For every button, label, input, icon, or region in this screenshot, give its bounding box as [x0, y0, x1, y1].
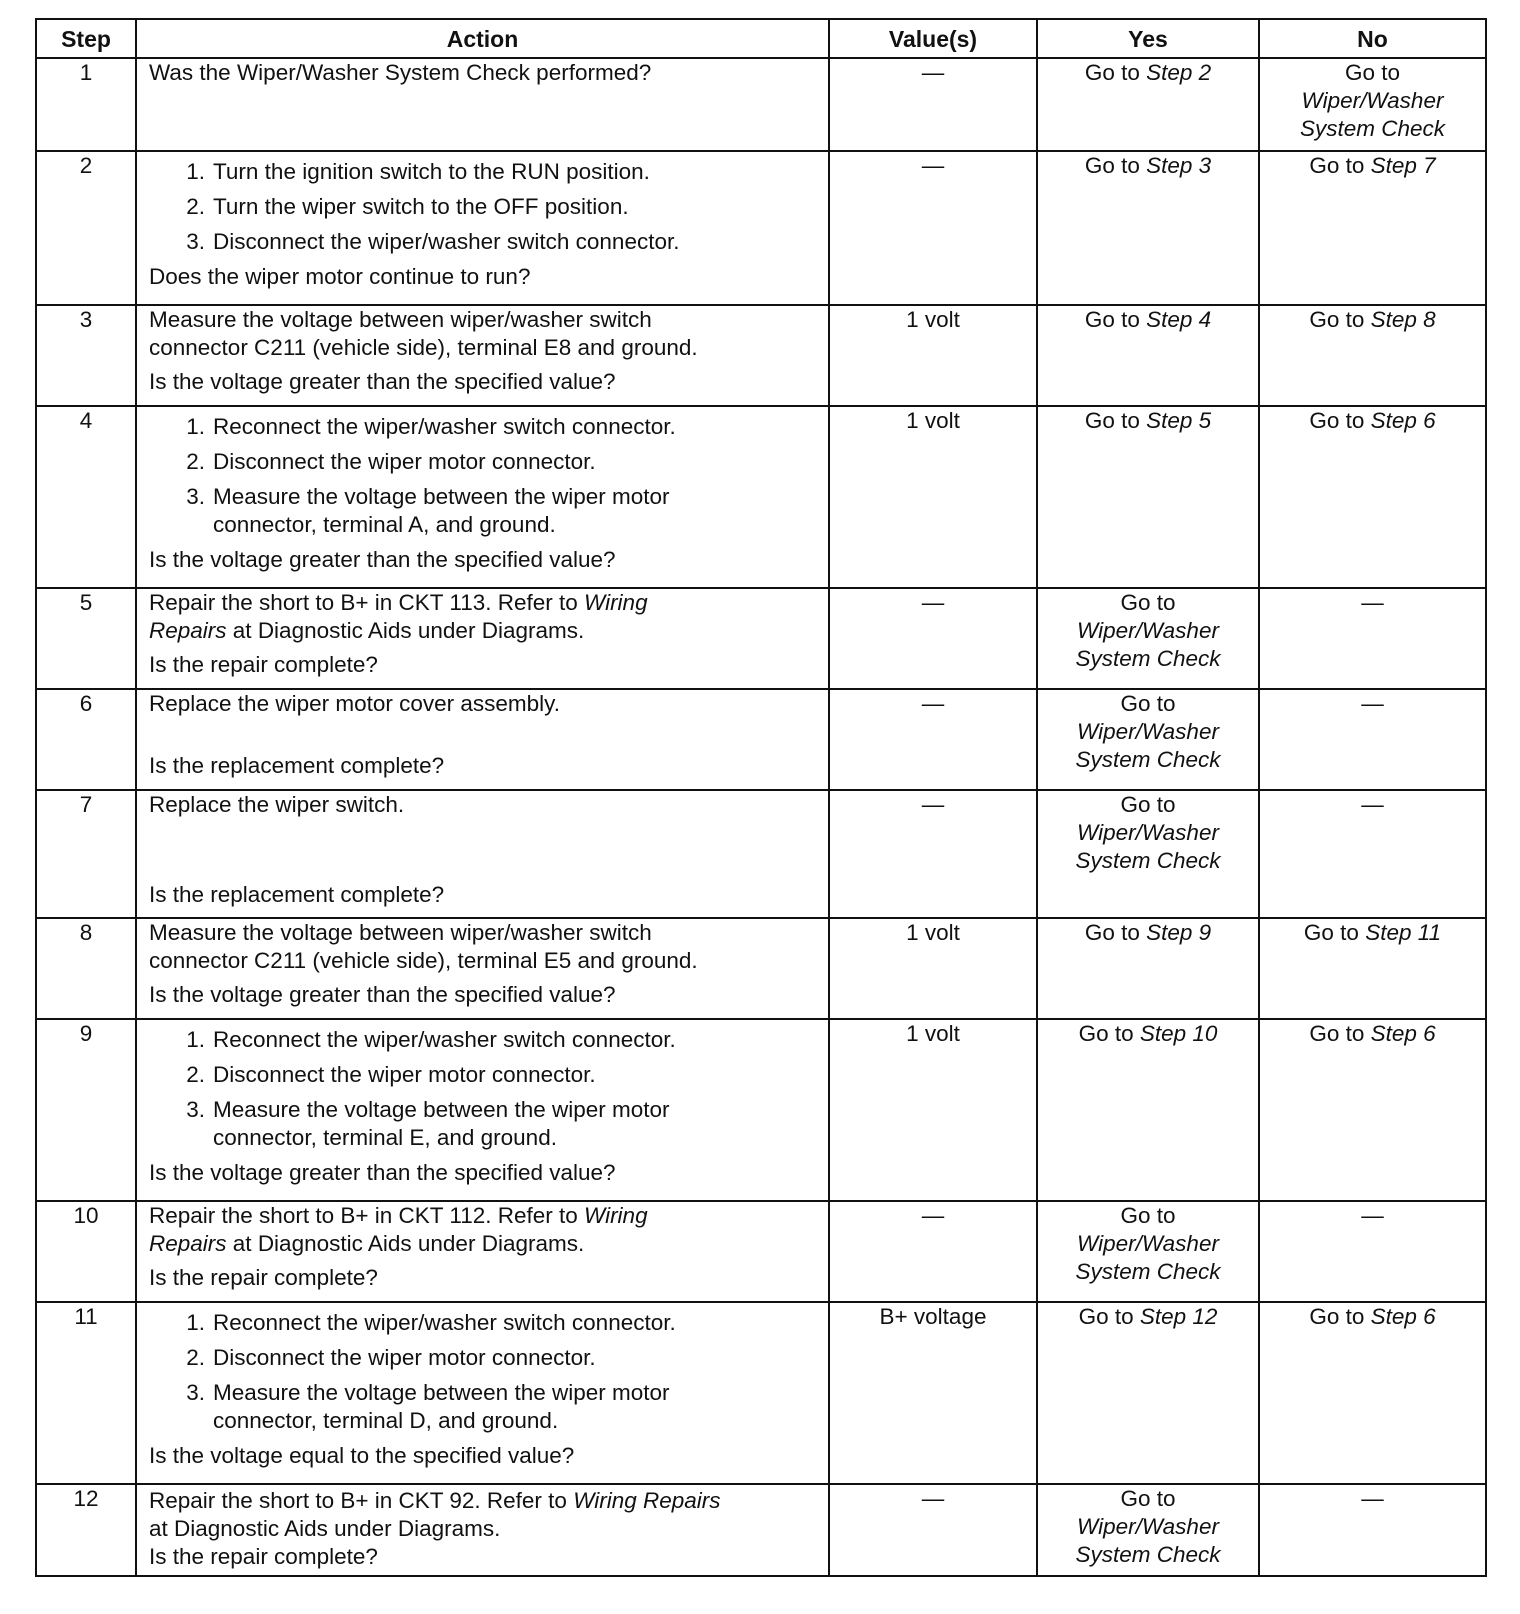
substep: 2. Disconnect the wiper motor connector. — [186, 1345, 596, 1370]
table-row — [36, 588, 1486, 689]
no-cell: — — [1259, 1484, 1486, 1576]
no-cell: — — [1259, 689, 1486, 790]
table-row — [36, 58, 1486, 151]
step-number: 9 — [36, 1019, 136, 1201]
action-question: Was the Wiper/Washer System Check performed? — [149, 60, 652, 85]
value-cell: — — [829, 790, 1037, 918]
step-number: 2 — [36, 151, 136, 305]
substep: 1. Turn the ignition switch to the RUN position. — [186, 159, 650, 184]
header-values: Value(s) — [829, 19, 1037, 58]
table-row — [36, 1201, 1486, 1302]
no-cell: — — [1259, 1201, 1486, 1302]
step-number: 8 — [36, 918, 136, 1019]
substep: 1. Reconnect the wiper/washer switch connector. — [186, 1027, 676, 1052]
step-number: 3 — [36, 305, 136, 406]
substep-list — [149, 413, 816, 539]
no-cell: — — [1259, 790, 1486, 918]
action-question: Is the repair complete? — [149, 1544, 378, 1569]
action-cell — [136, 406, 829, 588]
substep-list — [149, 1026, 816, 1152]
step-number: 10 — [36, 1201, 136, 1302]
value-cell: 1 volt — [829, 1019, 1037, 1201]
action-cell — [136, 151, 829, 305]
action-cell: Measure the voltage between wiper/washer switch connector C211 (vehicle side), terminal E5 and ground. Is the voltage greater than the specified value? — [136, 918, 829, 1019]
table-row — [36, 305, 1486, 406]
header-row — [36, 19, 1486, 58]
substep-list — [149, 1309, 816, 1435]
table-row — [36, 1019, 1486, 1201]
header-action: Action — [136, 19, 829, 58]
yes-cell: Go to Step 12 — [1037, 1302, 1259, 1484]
substep: 2. Disconnect the wiper motor connector. — [186, 1062, 596, 1087]
substep: 2. Turn the wiper switch to the OFF position. — [186, 194, 629, 219]
step-number: 5 — [36, 588, 136, 689]
header-no: No — [1259, 19, 1486, 58]
step-number: 1 — [36, 58, 136, 151]
substep: 1. Reconnect the wiper/washer switch connector. — [186, 1310, 676, 1335]
substep: 2. Disconnect the wiper motor connector. — [186, 449, 596, 474]
no-cell: Go to Step 6 — [1259, 1019, 1486, 1201]
value-cell: — — [829, 588, 1037, 689]
table-row — [36, 151, 1486, 305]
action-question: Is the voltage greater than the specified value? — [149, 1160, 616, 1185]
substep: 3. Measure the voltage between the wiper motor connector, terminal D, and ground. — [186, 1380, 670, 1433]
yes-cell: Go to Step 4 — [1037, 305, 1259, 406]
action-question: Is the repair complete? — [149, 1265, 378, 1290]
step-number: 12 — [36, 1484, 136, 1576]
table-row — [36, 1302, 1486, 1484]
value-cell: 1 volt — [829, 305, 1037, 406]
value-cell: — — [829, 151, 1037, 305]
no-cell: Go to Step 6 — [1259, 1302, 1486, 1484]
action-cell: Replace the wiper motor cover assembly. Is the replacement complete? — [136, 689, 829, 790]
yes-cell: Go to Step 2 — [1037, 58, 1259, 151]
substep-list — [149, 158, 816, 256]
no-cell: Go to Step 8 — [1259, 305, 1486, 406]
value-cell: — — [829, 1484, 1037, 1576]
value-cell: B+ voltage — [829, 1302, 1037, 1484]
diagnostic-table — [35, 18, 1487, 1577]
substep: 3. Measure the voltage between the wiper motor connector, terminal A, and ground. — [186, 484, 670, 537]
table-row — [36, 689, 1486, 790]
table-row — [36, 406, 1486, 588]
yes-cell: Go to Step 10 — [1037, 1019, 1259, 1201]
value-cell: 1 volt — [829, 918, 1037, 1019]
substep: 1. Reconnect the wiper/washer switch connector. — [186, 414, 676, 439]
yes-cell: Go to Wiper/Washer System Check — [1037, 1484, 1259, 1576]
yes-cell: Go to Wiper/Washer System Check — [1037, 1201, 1259, 1302]
step-number: 11 — [36, 1302, 136, 1484]
yes-cell: Go to Step 5 — [1037, 406, 1259, 588]
yes-cell: Go to Step 9 — [1037, 918, 1259, 1019]
value-cell: 1 volt — [829, 406, 1037, 588]
action-question: Is the repair complete? — [149, 652, 378, 677]
header-step: Step — [36, 19, 136, 58]
value-cell: — — [829, 1201, 1037, 1302]
step-number: 7 — [36, 790, 136, 918]
action-cell: Measure the voltage between wiper/washer switch connector C211 (vehicle side), terminal E8 and ground. Is the voltage greater than the specified value? — [136, 305, 829, 406]
no-cell: Go to Step 11 — [1259, 918, 1486, 1019]
no-cell: Go to Step 6 — [1259, 406, 1486, 588]
action-cell: Repair the short to B+ in CKT 92. Refer to Wiring Repairs at Diagnostic Aids under Diagrams. Is the repair complete? — [136, 1484, 829, 1576]
substep: 3. Disconnect the wiper/washer switch connector. — [186, 229, 680, 254]
step-number: 6 — [36, 689, 136, 790]
action-question: Does the wiper motor continue to run? — [149, 264, 531, 289]
action-question: Is the voltage greater than the specified value? — [149, 547, 616, 572]
table-row — [36, 1484, 1486, 1576]
action-cell — [136, 58, 829, 151]
substep: 3. Measure the voltage between the wiper motor connector, terminal E, and ground. — [186, 1097, 670, 1150]
action-question: Is the replacement complete? — [149, 753, 445, 778]
value-cell: — — [829, 58, 1037, 151]
yes-cell: Go to Wiper/Washer System Check — [1037, 689, 1259, 790]
yes-cell: Go to Step 3 — [1037, 151, 1259, 305]
action-question: Is the voltage equal to the specified value? — [149, 1443, 575, 1468]
value-cell: — — [829, 689, 1037, 790]
action-cell: Replace the wiper switch. Is the replacement complete? — [136, 790, 829, 918]
step-number: 4 — [36, 406, 136, 588]
action-question: Is the voltage greater than the specified value? — [149, 982, 616, 1007]
yes-cell: Go to Wiper/Washer System Check — [1037, 790, 1259, 918]
table-row — [36, 918, 1486, 1019]
action-cell — [136, 1019, 829, 1201]
action-cell: Repair the short to B+ in CKT 112. Refer to Wiring Repairs at Diagnostic Aids under Diagrams. Is the repair complete? — [136, 1201, 829, 1302]
no-cell: — — [1259, 588, 1486, 689]
action-cell: Repair the short to B+ in CKT 113. Refer to Wiring Repairs at Diagnostic Aids under Diagrams. Is the repair complete? — [136, 588, 829, 689]
action-question: Is the voltage greater than the specified value? — [149, 369, 616, 394]
action-question: Is the replacement complete? — [149, 882, 445, 907]
no-cell: Go to Step 7 — [1259, 151, 1486, 305]
table-row — [36, 790, 1486, 918]
header-yes: Yes — [1037, 19, 1259, 58]
action-cell — [136, 1302, 829, 1484]
no-cell: Go to Wiper/Washer System Check — [1259, 58, 1486, 151]
yes-cell: Go to Wiper/Washer System Check — [1037, 588, 1259, 689]
